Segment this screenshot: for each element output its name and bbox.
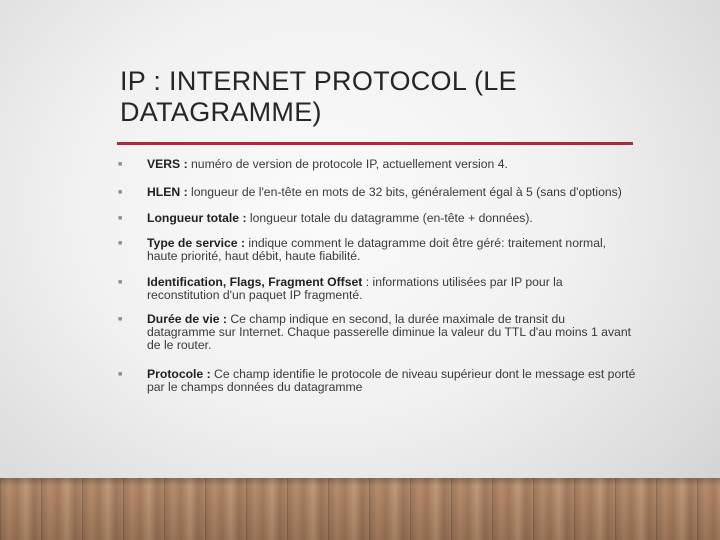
square-bullet-icon: ■: [118, 189, 123, 196]
bullet-item-duree-de-vie: [116, 313, 636, 352]
bullet-term: Longueur totale :: [147, 211, 247, 225]
square-bullet-icon: ■: [118, 161, 123, 168]
bullet-text: longueur de l'en-tête en mots de 32 bits, généralement égal à 5 (sans d'options): [187, 185, 622, 199]
square-bullet-icon: ■: [118, 371, 123, 378]
bullet-text: Ce champ identifie le protocole de niveau supérieur dont le message est porté par le champs données du datagramme: [147, 367, 636, 394]
wooden-floor: [0, 478, 720, 540]
bullet-text: : informations utilisées par IP pour la reconstitution d'un paquet IP fragmenté.: [147, 275, 563, 302]
bullet-list: [116, 158, 636, 407]
bullet-item-longueur-totale: [116, 212, 636, 225]
bullet-term: VERS :: [147, 157, 188, 171]
bullet-text: longueur totale du datagramme (en-tête + données).: [246, 211, 533, 225]
bullet-text: Ce champ indique en second, la durée maximale de transit du datagramme sur Internet. Chaque passerelle diminue la valeur du TTL d'au moins 1 avant de le router.: [147, 312, 632, 352]
bullet-item-identification: [116, 276, 636, 302]
square-bullet-icon: ■: [118, 279, 123, 286]
bullet-item-vers: [116, 158, 636, 171]
bullet-term: HLEN :: [147, 185, 188, 199]
bullet-item-protocole: [116, 368, 636, 394]
bullet-text: numéro de version de protocole IP, actuellement version 4.: [187, 157, 508, 171]
slide-title: IP : INTERNET PROTOCOL (LE DATAGRAMME): [120, 66, 517, 127]
bullet-text: indique comment le datagramme doit être géré: traitement normal, haute priorité, haut débit, haute fiabilité.: [147, 236, 607, 263]
bullet-term: Type de service :: [147, 236, 245, 250]
title-underline: [117, 142, 633, 145]
square-bullet-icon: ■: [118, 240, 123, 247]
bullet-item-type-de-service: [116, 237, 636, 263]
square-bullet-icon: ■: [118, 316, 123, 323]
square-bullet-icon: ■: [118, 215, 123, 222]
bullet-term: Durée de vie :: [147, 312, 227, 326]
bullet-term: Protocole :: [147, 367, 211, 381]
bullet-term: Identification, Flags, Fragment Offset: [147, 275, 363, 289]
bullet-item-hlen: [116, 186, 636, 199]
